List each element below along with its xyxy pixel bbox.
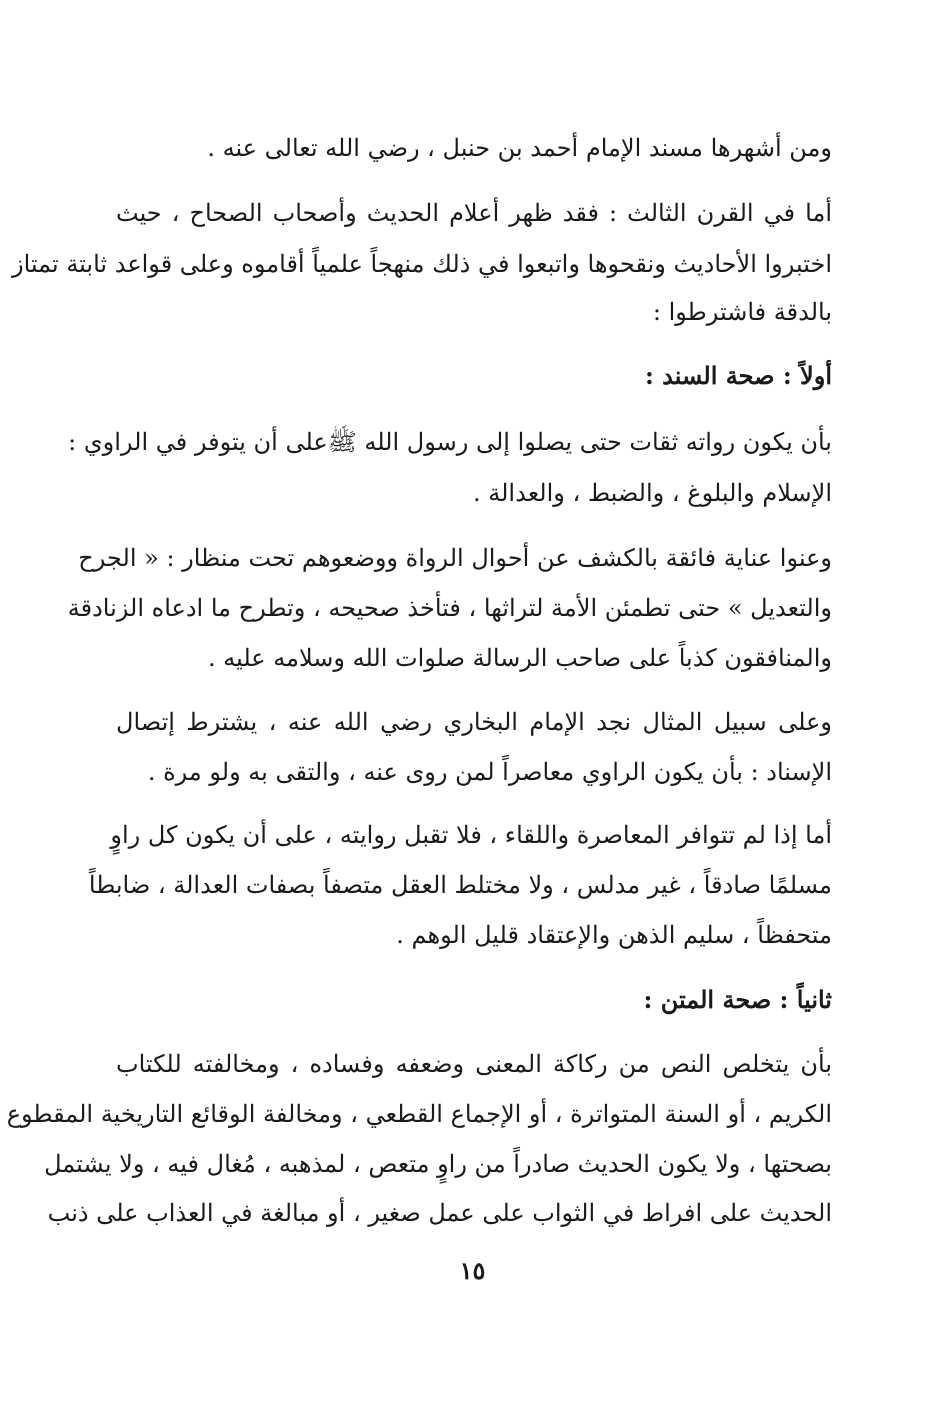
text-line: بصحتها ، ولا يكون الحديث صادراً من راوٍ متعص ، لمذهبه ، مُغال فيه ، ولا يشتمل: [44, 1150, 832, 1178]
text-line: أما في القرن الثالث : فقد ظهر أعلام الحديث وأصحاب الصحاح ، حيث: [116, 199, 832, 227]
text-line: أما إذا لم تتوافر المعاصرة واللقاء ، فلا تقبل روايته ، على أن يكون كل راوٍ: [110, 821, 832, 849]
text-line: الإسلام والبلوغ ، والضبط ، والعدالة .: [472, 479, 832, 507]
text-line: الحديث على افراط في الثواب على عمل صغير ، أو مبالغة في العذاب على ذنب: [47, 1199, 832, 1227]
section-heading: أولاً : صحة السند :: [644, 361, 832, 390]
text-line: الكريم ، أو السنة المتواترة ، أو الإجماع القطعي ، ومخالفة الوقائع التاريخية المقطوع: [6, 1100, 832, 1128]
section-heading: ثانياً : صحة المتن :: [643, 985, 832, 1014]
text-line: بالدقة فاشترطوا :: [652, 298, 832, 326]
text-line: بأن يتخلص النص من ركاكة المعنى وضعفه وفساده ، ومخالفته للكتاب: [116, 1050, 832, 1078]
text-line: اختبروا الأحاديث ونقحوها واتبعوا في ذلك منهجاً علمياً أقاموه وعلى قواعد ثابتة تمتاز: [11, 250, 832, 278]
text-line: متحفظاً ، سليم الذهن والإعتقاد قليل الوهم .: [396, 921, 832, 949]
text-line: مسلمًا صادقاً ، غير مدلس ، ولا مختلط العقل متصفاً بصفات العدالة ، ضابطاً: [88, 871, 832, 899]
text-line: والتعديل » حتى تطمئن الأمة لتراثها ، فتأخذ صحيحه ، وتطرح ما ادعاه الزنادقة: [67, 594, 832, 622]
text-line: بأن يكون رواته ثقات حتى يصلوا إلى رسول الله ﷺعلى أن يتوفر في الراوي :: [68, 428, 832, 456]
text-line: والمنافقون كذباً على صاحب الرسالة صلوات الله وسلامه عليه .: [207, 644, 832, 672]
text-line: ومن أشهرها مسند الإمام أحمد بن حنبل ، رضي الله تعالى عنه .: [207, 134, 832, 162]
text-line: وعلى سبيل المثال نجد الإمام البخاري رضي الله عنه ، يشترط إتصال: [116, 708, 832, 736]
text-line: الإسناد : بأن يكون الراوي معاصراً لمن روى عنه ، والتقى به ولو مرة .: [147, 758, 832, 786]
page-number: ١٥: [459, 1256, 486, 1285]
text-line: وعنوا عناية فائقة بالكشف عن أحوال الرواة ووضعوهم تحت منظار : « الجرح: [78, 544, 832, 572]
